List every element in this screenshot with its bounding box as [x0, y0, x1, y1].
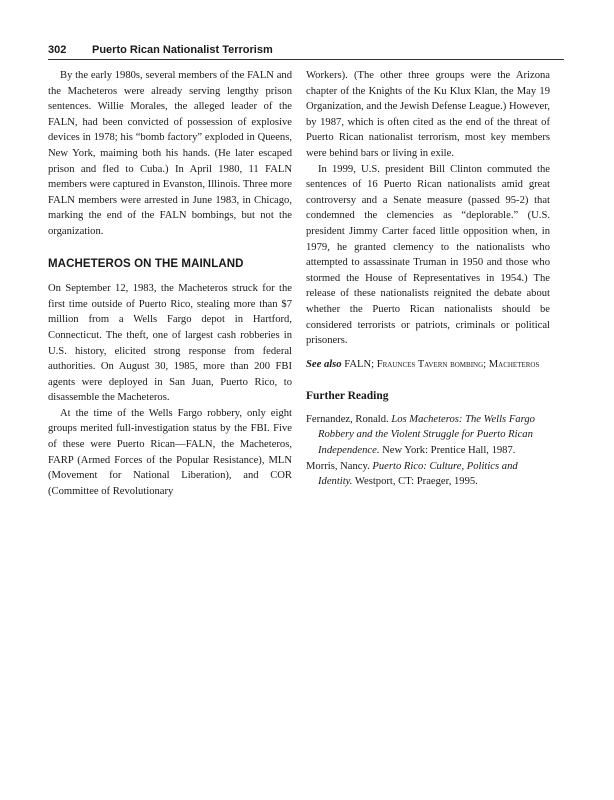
further-reading-heading: Further Reading — [306, 390, 389, 403]
reference-entry — [306, 412, 550, 459]
page-number: 302 — [48, 44, 67, 56]
paragraph: By the early 1980s, several members of the FALN and the Macheteros were already serving lengthy prison sentences. Willie Morales, the alleged leader of the FALN, had been convicted of possession of explosive devices in 1978; his “bomb factory” exploded in Queens, New York, maiming both his hands. (He later escaped prison and fled to Cuba.) In April 1980, 11 FALN members were captured in Evanston, Illinois. Three more FALN members were arrested in June 1983, in Chicago, marking the end of the FALN bombings, but not the organization. — [48, 70, 292, 237]
paragraph: Workers). (The other three groups were the Arizona chapter of the Knights of the Ku Klux Klan, the May 19 Organization, and the Jewish Defense League.) However, by 1987, which is often cited as the end of the threat of Puerto Rican nationalist terrorism, most key members were behind bars or living in exile. — [306, 70, 550, 159]
ref-publisher: New York: Prentice Hall, 1987. — [382, 445, 516, 457]
right-column — [306, 68, 550, 490]
see-also-items: FALN; Fraunces Tavern bombing; Macheteros — [344, 358, 540, 370]
running-header: Puerto Rican Nationalist Terrorism — [92, 44, 273, 56]
section-heading: MACHETEROS ON THE MAINLAND — [48, 257, 244, 270]
ref-title: Los Macheteros: The Wells Fargo Robbery and the Violent Struggle for Puerto Rican Independence. — [318, 413, 535, 457]
ref-publisher: Westport, CT: Praeger, 1995. — [354, 476, 478, 488]
header-rule — [48, 59, 564, 60]
paragraph: At the time of the Wells Fargo robbery, only eight groups merited full-investigation status by the FBI. Five of these were Puerto Rican—FALN, the Macheteros, FARP (Armed Forces of the Popular Resistance), MLN (Movement for National Liberation), and COR (Committee of Revolutionary — [48, 407, 292, 497]
left-column — [48, 68, 292, 499]
see-also-label: See also — [306, 358, 342, 370]
ref-author: Morris, Nancy. — [306, 460, 370, 472]
see-also — [306, 357, 550, 373]
ref-title: Puerto Rico: Culture, Politics and Identity. — [318, 460, 518, 488]
ref-author: Fernandez, Ronald. — [306, 413, 389, 425]
paragraph: In 1999, U.S. president Bill Clinton commuted the sentences of 16 Puerto Rican nationalists amid great controversy and a Senate measure (passed 95-2) that condemned the clemencies as “deplorable.” (U.S. president Jimmy Carter faced little opposition when, in 1979, he granted clemency to the nationalists who attempted to assassinate Truman in 1950 and those who stormed the House of Representatives in 1954.) The release of these nationalists reignited the debate about whether the Puerto Rican nationalists should be considered terrorists or patriots, criminals or political prisoners. — [306, 163, 550, 347]
paragraph: On September 12, 1983, the Macheteros struck for the first time outside of Puerto Rico, stealing more than $7 million from a Wells Fargo depot in Hartford, Connecticut. The theft, one of largest cash robberies in U.S. history, elicited strong response from federal authorities. On August 30, 1985, more than 200 FBI agents were deployed in San Juan, Puerto Rico, to disassemble the Macheteros. — [48, 283, 292, 404]
reference-entry — [306, 459, 550, 490]
